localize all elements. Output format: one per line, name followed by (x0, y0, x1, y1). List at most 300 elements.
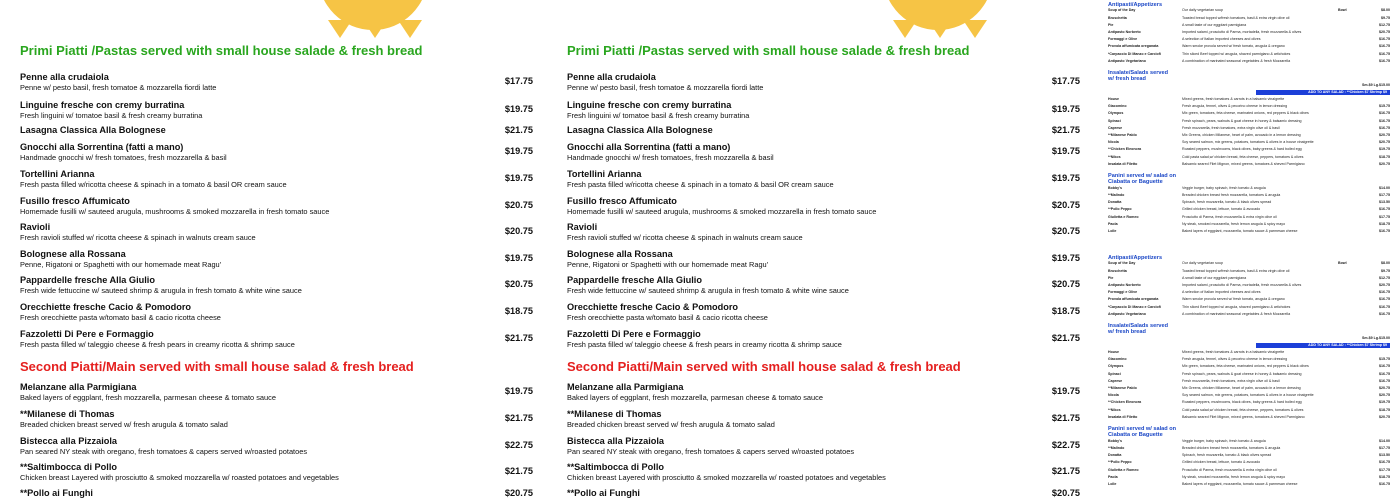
menu-panel-1 (0, 0, 545, 500)
side-item-name: **Pollo Peppo (1108, 207, 1132, 212)
side-item-description: Fresh spinach, pears, walnuts & goat cheese in honey & balsamic dressing (1182, 371, 1302, 376)
side-item-description: Prosciutto di Parma, fresh mozzarella & extra virgin olive oil (1182, 467, 1277, 472)
side-salad-price-header (1106, 336, 1394, 343)
menu-item-price: $21.75 (504, 333, 533, 343)
side-item-price: $20.75 (1379, 386, 1390, 391)
side-menu-row (1106, 305, 1394, 312)
menu-item-price: $20.75 (1051, 200, 1080, 210)
side-item-description: A selection of Italian imported cheeses and olives (1182, 37, 1261, 42)
side-item-name: Caprese (1108, 125, 1123, 130)
salad-size-prices: Sm.$9 Lg.$15.00 (1362, 335, 1390, 340)
side-item-price: $20.75 (1379, 414, 1390, 419)
side-item-description: Baked layers of eggplant, mozzarella, tomato sauce & parmesan cheese (1182, 481, 1298, 486)
menu-item-price: $19.75 (504, 146, 533, 156)
side-item-description: Fresh arugula, fennel, olives & pecorino cheese in lemon dressing (1182, 357, 1288, 362)
menu-item-name: Gnocchi alla Sorrentina (fatti a mano) (567, 142, 731, 152)
menu-item-price: $19.75 (504, 173, 533, 183)
side-menu-row (1106, 415, 1394, 422)
menu-item (20, 222, 533, 242)
menu-item (567, 100, 1080, 120)
side-item-price: $20.75 (1379, 133, 1390, 138)
side-panini-title: Panini served w/ salad on Ciabatta or Baguette (1108, 425, 1177, 439)
side-item-name: **Nikos (1108, 154, 1121, 159)
side-item-name: Pie (1108, 22, 1114, 27)
side-item-name: Paola (1108, 474, 1118, 479)
side-item-price: $16.75 (1379, 37, 1390, 42)
menu-item-description: Fresh pasta filled w/ricotta cheese & spinach in a tomato & basil OR cream sauce (20, 180, 287, 189)
menu-item (567, 436, 1080, 456)
side-item-description: Toasted bread topped w/fresh tomatoes, basil & extra virgin olive oil (1182, 268, 1290, 273)
side-menu-row (1106, 229, 1394, 236)
side-item-name: Giulietta e Romeo (1108, 467, 1139, 472)
side-item-price: $13.50 (1379, 453, 1390, 458)
menu-item (567, 72, 1080, 92)
menu-item (20, 488, 533, 498)
side-item-name: **Milanese Pablo (1108, 133, 1137, 138)
side-menu-row (1106, 290, 1394, 297)
menu-item-name: **Pollo ai Funghi (20, 488, 93, 498)
side-menu-row (1106, 439, 1394, 446)
side-item-name: Lolle (1108, 481, 1117, 486)
section-title-mains: Second Piatti/Main served with small house salad & fresh bread (20, 359, 414, 374)
menu-item (567, 488, 1080, 498)
side-menu-row (1106, 475, 1394, 482)
side-item-description: Baked layers of eggplant, mozzarella, tomato sauce & parmesan cheese (1182, 228, 1298, 233)
menu-item (20, 249, 533, 269)
side-item-name: Bobby's (1108, 185, 1123, 190)
menu-item-name: Penne alla crudaiola (567, 72, 656, 82)
side-item-name: Donatta (1108, 453, 1122, 458)
side-menu-row (1106, 386, 1394, 393)
side-item-description: Thin sliced Beef topped w/ arugula, shaved parmigiano & artichokes (1182, 304, 1291, 309)
side-item-name: Pie (1108, 275, 1114, 280)
side-menu-row (1106, 350, 1394, 357)
menu-item-description: Fresh wide fettuccine w/ sauteed shrimp & arugula in fresh tomato & white wine sauce (20, 286, 302, 295)
menu-item-price: $20.75 (504, 279, 533, 289)
menu-item-name: Orecchiette fresche Cacio & Pomodoro (567, 302, 739, 312)
menu-item (20, 382, 533, 402)
menu-item-name: **Saltimbocca di Pollo (20, 462, 118, 472)
side-item-description: Prosciutto di Parma, fresh mozzarella & extra virgin olive oil (1182, 214, 1277, 219)
side-item-name: Caprese (1108, 378, 1123, 383)
side-salad-title: Insalate/Salads served w/ fresh bread (1108, 69, 1169, 83)
side-item-description: Soy seared salmon, mix greens, potatoes, tomatoes & olives in a house vinaigrette (1182, 140, 1314, 145)
side-item-name: Bobby's (1108, 438, 1123, 443)
side-menu-row (1106, 59, 1394, 66)
side-item-price: $18.75 (1379, 407, 1390, 412)
menu-item-price: $21.75 (1051, 466, 1080, 476)
section-title-pastas: Primi Piatti /Pastas served with small house salade & fresh bread (567, 43, 970, 58)
side-item-description: A combination of marinated seasonal vegetables & fresh Mozzarella (1182, 58, 1291, 63)
side-item-price: $16.75 (1379, 297, 1390, 302)
side-item-price: $18.75 (1379, 154, 1390, 159)
side-item-price: $19.75 (1379, 400, 1390, 405)
menu-item-price: $20.75 (504, 488, 533, 498)
menu-item (567, 462, 1080, 482)
side-item-price: $19.75 (1379, 147, 1390, 152)
side-item-name: Nicola (1108, 140, 1119, 145)
menu-item-name: Gnocchi alla Sorrentina (fatti a mano) (20, 142, 184, 152)
side-item-price: $14.00 (1379, 185, 1390, 190)
side-item-description: Cold pasta salad,w/ chicken breast, feta cheese, peppers, tomatoes & olives (1182, 407, 1304, 412)
menu-item-price: $22.75 (1051, 440, 1080, 450)
side-item-price: $16.75 (1379, 481, 1390, 486)
side-item-name: Antipasto Norberto (1108, 282, 1141, 287)
side-menu-row (1106, 364, 1394, 371)
menu-item-name: Linguine fresche con cremy burratina (567, 100, 732, 110)
side-item-name: Donatta (1108, 200, 1122, 205)
menu-item-description: Fresh ravioli stuffed w/ ricotta cheese & spinach in walnuts cream sauce (567, 233, 803, 242)
side-item-description: Cold pasta salad,w/ chicken breast, feta cheese, peppers, tomatoes & olives (1182, 154, 1304, 159)
side-menu-row (1106, 52, 1394, 59)
menu-item-name: Melanzane alla Parmigiana (20, 382, 137, 392)
side-menu-row (1106, 200, 1394, 207)
side-item-price: $16.75 (1379, 364, 1390, 369)
menu-item-price: $21.75 (504, 125, 533, 135)
salad-size-prices: Sm.$9 Lg.$15.00 (1362, 82, 1390, 87)
side-item-price: $8.00 (1381, 8, 1390, 13)
menu-item-price: $19.75 (1051, 173, 1080, 183)
menu-item-name: Ravioli (20, 222, 51, 232)
side-item-price: $16.75 (1379, 125, 1390, 130)
side-menu-row (1106, 357, 1394, 364)
menu-item (567, 382, 1080, 402)
menu-item-price: $18.75 (504, 306, 533, 316)
side-menu-row (1106, 283, 1394, 290)
side-item-name: Olympos (1108, 111, 1124, 116)
menu-item (567, 302, 1080, 322)
side-menu-row (1106, 297, 1394, 304)
menu-item (20, 462, 533, 482)
side-menu-row (1106, 133, 1394, 140)
menu-item-description: Handmade gnocchi w/ fresh tomatoes, fresh mozzarella & basil (567, 153, 774, 162)
menu-item (20, 409, 533, 429)
side-menu-row (1106, 37, 1394, 44)
side-menu-row (1106, 400, 1394, 407)
side-item-price: $16.75 (1379, 311, 1390, 316)
side-menu-row (1106, 261, 1394, 268)
side-item-description: Spinach, fresh mozzarella, tomato & black olives spread (1182, 453, 1272, 458)
menu-item-description: Homemade fusilli w/ sauteed arugula, mushrooms & smoked mozzarella in fresh tomato sauce (20, 207, 330, 216)
menu-item-price: $21.75 (1051, 333, 1080, 343)
side-menu-row (1106, 222, 1394, 229)
side-menu-row (1106, 276, 1394, 283)
side-item-name: Antipasto Vegetariano (1108, 58, 1146, 63)
side-menu-row (1106, 8, 1394, 15)
menu-item-price: $19.75 (1051, 104, 1080, 114)
side-item-description: Veggie burger, baby spinach, fresh tomato & arugula (1182, 438, 1266, 443)
menu-item (20, 196, 533, 216)
section-title-mains: Second Piatti/Main served with small house salad & fresh bread (567, 359, 961, 374)
menu-item-description: Fresh linguini w/ tomatoe basil & fresh creamy burratina (20, 111, 203, 120)
menu-item-name: Linguine fresche con cremy burratina (20, 100, 185, 110)
menu-item-price: $19.75 (504, 386, 533, 396)
menu-item-price: $19.75 (504, 253, 533, 263)
menu-item-description: Penne w/ pesto basil, fresh tomatoe & mozzarella fiordi latte (567, 83, 764, 92)
side-menu-row (1106, 393, 1394, 400)
side-item-description: Fresh mozzarella, fresh tomatoes, extra virgin olive oil & basil (1182, 378, 1280, 383)
side-menu-row (1106, 30, 1394, 37)
side-item-price: $17.75 (1379, 192, 1390, 197)
side-item-description: Breaded chicken breast fresh mozzarella, tomatoes & arugula (1182, 192, 1281, 197)
side-item-name: Provola affumicata oreganata (1108, 44, 1159, 49)
side-item-name: Paola (1108, 221, 1118, 226)
side-menu-row (1106, 155, 1394, 162)
side-item-price: $20.75 (1379, 140, 1390, 145)
menu-item (20, 169, 533, 189)
side-item-description: Warm smoke provola served w/ fresh tomato, arugula & oregano (1182, 297, 1285, 302)
menu-item-description: Chicken breast Layered with prosciutto & smoked mozzarella w/ roasted potatoes and vegetables (20, 473, 339, 482)
side-menu-row (1106, 104, 1394, 111)
side-item-name: Insalata di Filetto (1108, 414, 1138, 419)
side-menu-row (1106, 16, 1394, 23)
menu-item-price: $19.75 (1051, 253, 1080, 263)
side-menu-row (1106, 162, 1394, 169)
side-item-description: Grilled chicken breast, lettuce, tomato & avocado (1182, 207, 1261, 212)
side-item-description: Soy seared salmon, mix greens, potatoes, tomatoes & olives in a house vinaigrette (1182, 393, 1314, 398)
side-item-name: **Malindo (1108, 445, 1125, 450)
menu-item-name: Bolognese alla Rossana (20, 249, 126, 259)
side-item-description: Toasted bread topped w/fresh tomatoes, basil & extra virgin olive oil (1182, 15, 1290, 20)
logo-sun-icon (318, 0, 428, 30)
side-item-name: *Carpaccio Di Manzo e Carciofi (1108, 51, 1161, 56)
menu-item-description: Penne, Rigatoni or Spaghetti with our homemade meat Ragu' (20, 260, 222, 269)
side-menu-row (1106, 97, 1394, 104)
side-item-name: House (1108, 350, 1119, 355)
menu-item (567, 275, 1080, 295)
side-menu-row (1106, 453, 1394, 460)
side-item-name: Antipasto Norberto (1108, 29, 1141, 34)
menu-item (20, 125, 533, 135)
menu-item-price: $20.75 (1051, 226, 1080, 236)
side-menu-row (1106, 379, 1394, 386)
menu-item-name: **Milanese di Thomas (567, 409, 662, 419)
menu-item-description: Fresh orecchiette pasta w/tomato basil & cacio ricotta cheese (567, 313, 768, 322)
side-antipasti-title: Antipasti/Appetizers (1108, 2, 1163, 8)
menu-item (567, 329, 1080, 349)
side-item-description: Balsamic seared Filet Mignon, mixed greens, tomatoes & sheved Parmigiano (1182, 161, 1305, 166)
side-item-price: $18.75 (1379, 221, 1390, 226)
side-item-description: A small taste of our eggplant parmigiana (1182, 275, 1247, 280)
menu-item-price: $21.75 (1051, 125, 1080, 135)
menu-item-price: $19.75 (1051, 146, 1080, 156)
menu-item (20, 436, 533, 456)
menu-item-price: $21.75 (504, 466, 533, 476)
side-item-size: Bowl (1338, 261, 1347, 266)
menu-item-description: Pan seared NY steak with oregano, fresh tomatoes & capers served w/roasted potatoes (567, 447, 855, 456)
side-item-name: **Chicken Eleonora (1108, 400, 1142, 405)
side-item-name: Olympos (1108, 364, 1124, 369)
side-item-name: Antipasto Vegetariano (1108, 311, 1146, 316)
side-item-name: Nicola (1108, 393, 1119, 398)
side-item-price: $20.75 (1379, 29, 1390, 34)
side-item-description: Warm smoke provola served w/ fresh tomato, arugula & oregano (1182, 44, 1285, 49)
menu-item-price: $21.75 (1051, 413, 1080, 423)
menu-item (20, 329, 533, 349)
side-menu-row (1106, 140, 1394, 147)
menu-panel-2 (547, 0, 1092, 500)
menu-item-name: Tortellini Arianna (20, 169, 95, 179)
side-item-name: Insalata di Filetto (1108, 161, 1138, 166)
salad-addon-bar: ADD TO ANY SALAD : **Chicken $7 Shrimp $9 (1256, 90, 1390, 95)
side-item-price: $16.75 (1379, 44, 1390, 49)
side-item-price: $20.75 (1379, 393, 1390, 398)
side-menu-row (1106, 269, 1394, 276)
side-item-price: $16.75 (1379, 371, 1390, 376)
side-item-price: $17.75 (1379, 467, 1390, 472)
menu-item-price: $18.75 (1051, 306, 1080, 316)
side-item-name: **Nikos (1108, 407, 1121, 412)
side-menu-row (1106, 44, 1394, 51)
menu-item-name: **Milanese di Thomas (20, 409, 115, 419)
side-item-description: Fresh mozzarella, fresh tomatoes, extra virgin olive oil & basil (1182, 125, 1280, 130)
side-menu-row (1106, 126, 1394, 133)
logo-sun-icon (883, 0, 993, 30)
side-item-name: Bruschetta (1108, 15, 1127, 20)
side-item-price: $16.75 (1379, 118, 1390, 123)
side-item-name: Bruschetta (1108, 268, 1127, 273)
side-item-price: $15.75 (1379, 357, 1390, 362)
menu-item (567, 142, 1080, 162)
menu-item (567, 409, 1080, 429)
menu-item-price: $20.75 (1051, 488, 1080, 498)
side-item-price: $16.75 (1379, 228, 1390, 233)
menu-item-description: Fresh linguini w/ tomatoe basil & fresh creamy burratina (567, 111, 750, 120)
menu-item-name: Lasagna Classica Alla Bolognese (20, 125, 166, 135)
side-item-name: Giulietta e Romeo (1108, 214, 1139, 219)
menu-item-name: Fusillo fresco Affumicato (20, 196, 130, 206)
side-item-description: Veggie burger, baby spinach, fresh tomato & arugula (1182, 185, 1266, 190)
side-item-name: Soup of the Day (1108, 8, 1136, 13)
menu-item-price: $22.75 (504, 440, 533, 450)
menu-item-price: $19.75 (504, 104, 533, 114)
menu-item-description: Homemade fusilli w/ sauteed arugula, mushrooms & smoked mozzarella in fresh tomato sauce (567, 207, 877, 216)
menu-item-description: Pan seared NY steak with oregano, fresh tomatoes & capers served w/roasted potatoes (20, 447, 308, 456)
side-item-price: $12.75 (1379, 22, 1390, 27)
side-item-price: $20.75 (1379, 282, 1390, 287)
menu-item (20, 142, 533, 162)
menu-item-name: Melanzane alla Parmigiana (567, 382, 684, 392)
side-item-price: $16.75 (1379, 207, 1390, 212)
side-menu-row (1106, 446, 1394, 453)
menu-item-name: Penne alla crudaiola (20, 72, 109, 82)
side-menu-row (1106, 207, 1394, 214)
side-item-price: $17.75 (1379, 445, 1390, 450)
side-item-description: Grilled chicken breast, lettuce, tomato & avocado (1182, 460, 1261, 465)
side-menu-row (1106, 372, 1394, 379)
side-item-description: Ny steak, smoked mozzarella, fresh lemon arugula & spicy mayo (1182, 474, 1286, 479)
side-item-description: Spinach, fresh mozzarella, tomato & black olives spread (1182, 200, 1272, 205)
side-item-description: Our daily vegetarian soup (1182, 261, 1223, 266)
menu-item-price: $17.75 (1051, 76, 1080, 86)
salad-addon-row (1106, 343, 1394, 350)
side-item-name: Formaggi e Olive (1108, 37, 1138, 42)
menu-item-name: **Pollo ai Funghi (567, 488, 640, 498)
side-item-name: **Malindo (1108, 192, 1125, 197)
side-item-description: Roasted peppers, mushrooms, black olives, baby greens & hard boiled egg (1182, 147, 1302, 152)
menu-item-price: $20.75 (504, 200, 533, 210)
side-item-name: Soup of the Day (1108, 261, 1136, 266)
side-item-description: A combination of marinated seasonal vegetables & fresh Mozzarella (1182, 311, 1291, 316)
menu-item-price: $19.75 (1051, 386, 1080, 396)
side-item-description: Breaded chicken breast fresh mozzarella, tomatoes & arugula (1182, 445, 1281, 450)
menu-item-name: Pappardelle fresche Alla Giulio (20, 275, 155, 285)
side-item-name: House (1108, 97, 1119, 102)
menu-item-description: Fresh pasta filled w/ taleggio cheese & fresh pears in creamy ricotta & shrimp sauce (20, 340, 295, 349)
side-item-price: $13.50 (1379, 200, 1390, 205)
salad-addon-row (1106, 90, 1394, 97)
side-item-price: $17.75 (1379, 214, 1390, 219)
side-menu-panel (1106, 0, 1394, 500)
side-item-description: Fresh arugula, fennel, olives & pecorino cheese in lemon dressing (1182, 104, 1288, 109)
side-item-price: $16.75 (1379, 111, 1390, 116)
menu-item-description: Baked layers of eggplant, fresh mozzarella, parmesan cheese & tomato sauce (20, 393, 276, 402)
side-menu-row (1106, 193, 1394, 200)
menu-item (567, 169, 1080, 189)
menu-item-description: Penne w/ pesto basil, fresh tomatoe & mozzarella fiordi latte (20, 83, 217, 92)
side-item-description: Roasted peppers, mushrooms, black olives, baby greens & hard boiled egg (1182, 400, 1302, 405)
menu-item (567, 125, 1080, 135)
menu-item-description: Fresh wide fettuccine w/ sauteed shrimp & arugula in fresh tomato & white wine sauce (567, 286, 849, 295)
side-item-name: **Chicken Eleonora (1108, 147, 1142, 152)
menu-item-description: Fresh ravioli stuffed w/ ricotta cheese & spinach in walnuts cream sauce (20, 233, 256, 242)
side-menu-row (1106, 215, 1394, 222)
side-item-price: $18.75 (1379, 474, 1390, 479)
menu-item-name: Ravioli (567, 222, 598, 232)
menu-item-name: Tortellini Arianna (567, 169, 642, 179)
menu-item-name: Lasagna Classica Alla Bolognese (567, 125, 713, 135)
side-item-description: Our daily vegetarian soup (1182, 8, 1223, 13)
menu-item-description: Fresh pasta filled w/ taleggio cheese & fresh pears in creamy ricotta & shrimp sauce (567, 340, 842, 349)
section-title-pastas: Primi Piatti /Pastas served with small house salade & fresh bread (20, 43, 423, 58)
side-item-name: Formaggi e Olive (1108, 290, 1138, 295)
side-item-price: $15.75 (1379, 104, 1390, 109)
side-item-price: $16.75 (1379, 304, 1390, 309)
side-item-name: Spinaci (1108, 371, 1121, 376)
side-item-name: **Milanese Pablo (1108, 386, 1137, 391)
side-item-name: Giacomino (1108, 104, 1127, 109)
side-item-description: Mixed greens, fresh tomatoes & carrots in a balsamic vinaigrette (1182, 97, 1285, 102)
side-item-size: Bowl (1338, 8, 1347, 13)
menu-item (20, 302, 533, 322)
side-item-description: Mix green, tomatoes, feta cheese, marinated onions, red peppers & black olives (1182, 111, 1309, 116)
side-menu-row (1106, 23, 1394, 30)
side-item-description: Imported salami, prosciutto di Parma, mortadella, fresh mozzarella & olives (1182, 282, 1302, 287)
side-item-description: Ny steak, smoked mozzarella, fresh lemon arugula & spicy mayo (1182, 221, 1286, 226)
side-item-price: $16.75 (1379, 58, 1390, 63)
menu-item (567, 249, 1080, 269)
side-menu-row (1106, 186, 1394, 193)
side-item-description: Mix Greens, chicken Milanese, heart of palm, avocado in a lemon dressing (1182, 386, 1301, 391)
menu-item-price: $20.75 (504, 226, 533, 236)
side-menu-row (1106, 468, 1394, 475)
menu-item-description: Breaded chicken breast served w/ fresh arugula & tomato salad (567, 420, 775, 429)
menu-item (20, 275, 533, 295)
side-item-price: $12.75 (1379, 275, 1390, 280)
side-item-price: $8.00 (1381, 261, 1390, 266)
side-panini-title: Panini served w/ salad on Ciabatta or Baguette (1108, 172, 1177, 186)
menu-item-name: Bolognese alla Rossana (567, 249, 673, 259)
side-item-name: Provola affumicata oreganata (1108, 297, 1159, 302)
menu-item-description: Chicken breast Layered with prosciutto & smoked mozzarella w/ roasted potatoes and vegetables (567, 473, 886, 482)
side-item-price: $14.00 (1379, 438, 1390, 443)
side-menu-row (1106, 111, 1394, 118)
side-item-name: Lolle (1108, 228, 1117, 233)
side-item-price: $9.75 (1381, 15, 1390, 20)
salad-addon-bar: ADD TO ANY SALAD : **Chicken $7 Shrimp $9 (1256, 343, 1390, 348)
menu-item-name: Orecchiette fresche Cacio & Pomodoro (20, 302, 192, 312)
menu-item-price: $17.75 (504, 76, 533, 86)
